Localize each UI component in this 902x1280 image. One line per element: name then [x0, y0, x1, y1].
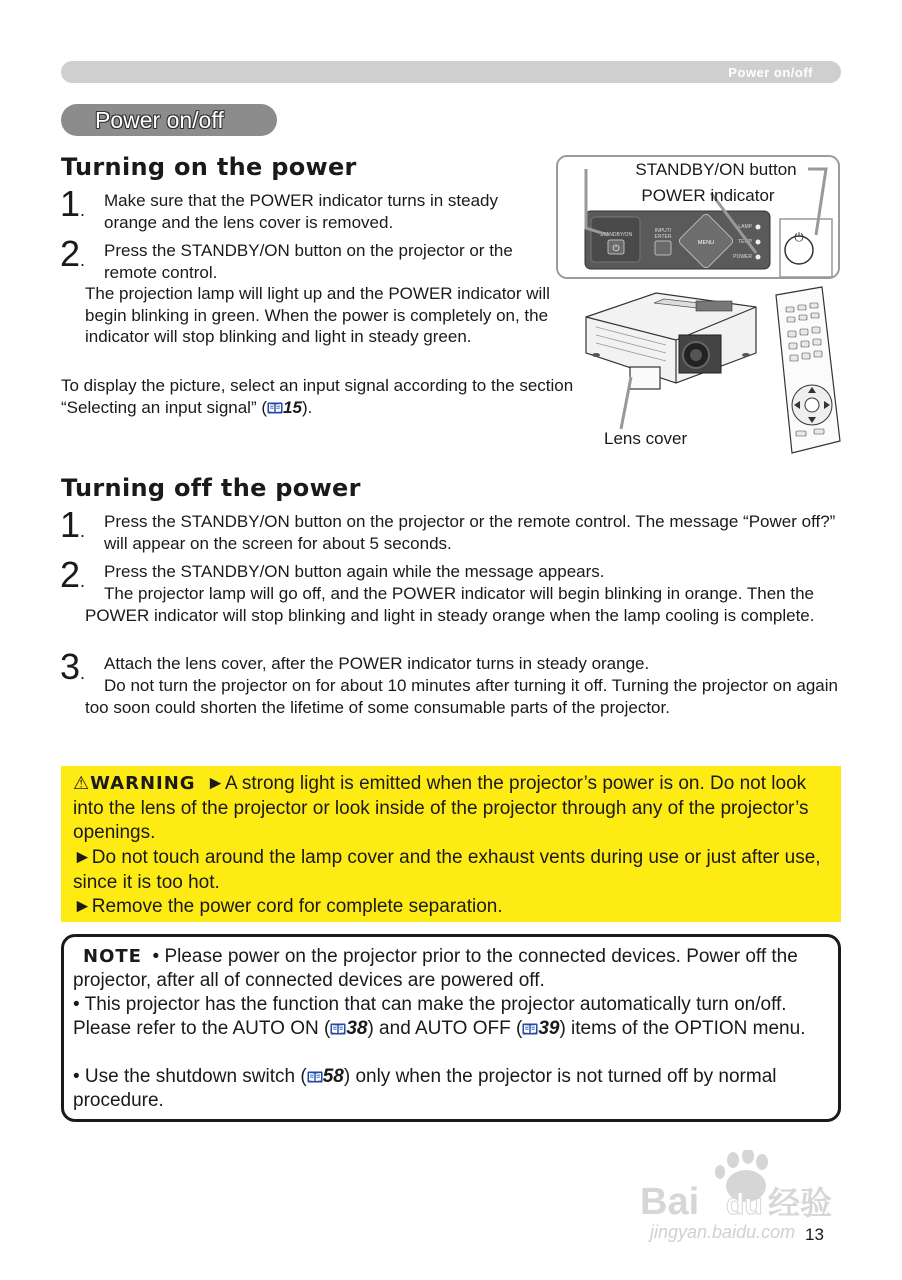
turn-on-step2-detail: The projection lamp will light up and the POWER indicator will begin blinking in green. When the power is completely on, the indicator will stop blinking and light in steady green. [85, 284, 550, 347]
turn-on-step2-text: Press the STANDBY/ON button on the projector or the remote control. [104, 241, 513, 282]
standby-button-label: STANDBY/ON button [635, 160, 797, 179]
panel-power-label: POWER [733, 254, 752, 260]
lamp-led [756, 225, 761, 230]
projector-body [586, 293, 756, 389]
section-tab-label: Power on/off [95, 107, 224, 133]
power-indicator-label: POWER indicator [641, 186, 775, 205]
page-header-title: Power on/off [728, 65, 813, 80]
watermark-brand-a: Bai [640, 1181, 700, 1223]
note-title: NOTE [83, 946, 142, 967]
note-item3-a: • Use the shutdown switch ( [73, 1066, 307, 1087]
note-item3 [73, 1065, 833, 1113]
turn-on-step2-number: 2 . [60, 236, 85, 278]
input-key [655, 241, 671, 255]
note-item2 [73, 993, 833, 1041]
projector-diagram [556, 155, 844, 455]
panel-input-label-1: INPUT/ [654, 228, 672, 234]
book-ref-icon [267, 402, 283, 414]
note-item2-a: • This projector has the function that can make the projector automatically turn on/off. Please refer to the AUTO ON ( [73, 994, 787, 1039]
turn-off-step3-text: Attach the lens cover, after the POWER indicator turns in steady orange. [104, 654, 650, 673]
warning-line1 [73, 772, 829, 846]
turn-off-step2-number: 2 . [60, 557, 85, 599]
note-box [61, 934, 841, 1122]
book-ref-icon [307, 1071, 323, 1083]
lens-cover [630, 367, 660, 389]
note-item2-b: ) and AUTO OFF ( [367, 1018, 523, 1039]
turn-off-step3-number: 3 . [60, 649, 85, 691]
book-ref-icon [330, 1023, 346, 1035]
display-picture-text [61, 375, 586, 418]
turn-off-step1-number: 1 . [60, 507, 85, 549]
turn-off-step3-detail: Do not turn the projector on for about 10 minutes after turning it off. Turning the projector on again too soon could shorten the lifetime of some consumable parts of the projector. [85, 676, 838, 717]
note-item1-text: • Please power on the projector prior to the connected devices. Power off the projector, after all of connected devices are powered off. [73, 946, 798, 991]
turn-off-step1-text: Press the STANDBY/ON button on the projector or the remote control. The message “Power off?” will appear on the screen for about 5 seconds. [104, 512, 836, 553]
warning-line3: ►Remove the power cord for complete separation. [73, 896, 503, 917]
turn-on-step1-text: Make sure that the POWER indicator turns in steady orange and the lens cover is removed. [104, 191, 499, 232]
turn-off-step2-detail: The projector lamp will go off, and the POWER indicator will begin blinking in orange. Then the POWER indicator will stop blinking and light in steady orange when the lamp cooling is complete. [85, 584, 815, 625]
book-ref-icon [522, 1023, 538, 1035]
panel-standby-label: STANDBY/ON [599, 232, 633, 238]
panel-input-label-2: ENTER [654, 234, 672, 240]
panel-lamp-label: LAMP [738, 224, 752, 230]
note-item2-c: ) items of the OPTION menu. [559, 1018, 806, 1039]
note-item1 [73, 945, 833, 993]
section-tab [61, 104, 277, 136]
watermark-brand-b: du [726, 1188, 763, 1221]
svg-text:⏻: ⏻ [612, 244, 620, 254]
watermark-brand-cn: 经验 [768, 1184, 833, 1222]
turn-off-heading: Turning off the power [61, 474, 361, 502]
svg-text:⏻: ⏻ [794, 230, 804, 244]
warning-box [61, 766, 841, 922]
panel-temp-label: TEMP [738, 239, 752, 245]
lens-cover-callout-line [621, 377, 631, 429]
note-ref-38[interactable]: 38 [346, 1018, 368, 1039]
note-ref-58[interactable]: 58 [322, 1066, 344, 1087]
panel-menu-label: MENU [697, 240, 715, 246]
page-number: 13 [805, 1225, 824, 1244]
display-text-a: To display the picture, select an input signal according to the section “Selecting an input signal” ( [61, 376, 574, 417]
warning-line1-text: ►A strong light is emitted when the projector’s power is on. Do not look into the lens of the projector or look inside of the projector through any of the projector’s openings. [73, 773, 809, 844]
temp-led [756, 240, 761, 245]
display-text-b: ). [301, 397, 313, 417]
note-item3-b: ) only when the projector is not turned off by normal procedure. [73, 1066, 777, 1111]
power-led [756, 255, 761, 260]
warning-line2: ►Do not touch around the lamp cover and the exhaust vents during use or just after use, since it is too hot. [73, 847, 821, 893]
turn-on-heading: Turning on the power [61, 153, 357, 181]
watermark-url: jingyan.baidu.com [650, 1222, 796, 1242]
turn-off-step2-text: Press the STANDBY/ON button again while the message appears. [104, 562, 605, 581]
display-ref[interactable]: 15 [283, 397, 302, 417]
turn-on-step1-number: 1 . [60, 186, 85, 228]
remote-control [776, 287, 840, 453]
page-header-bar [61, 61, 841, 83]
warning-title: ⚠WARNING [73, 773, 196, 794]
lens-cover-label: Lens cover [604, 429, 688, 448]
note-ref-39[interactable]: 39 [538, 1018, 560, 1039]
